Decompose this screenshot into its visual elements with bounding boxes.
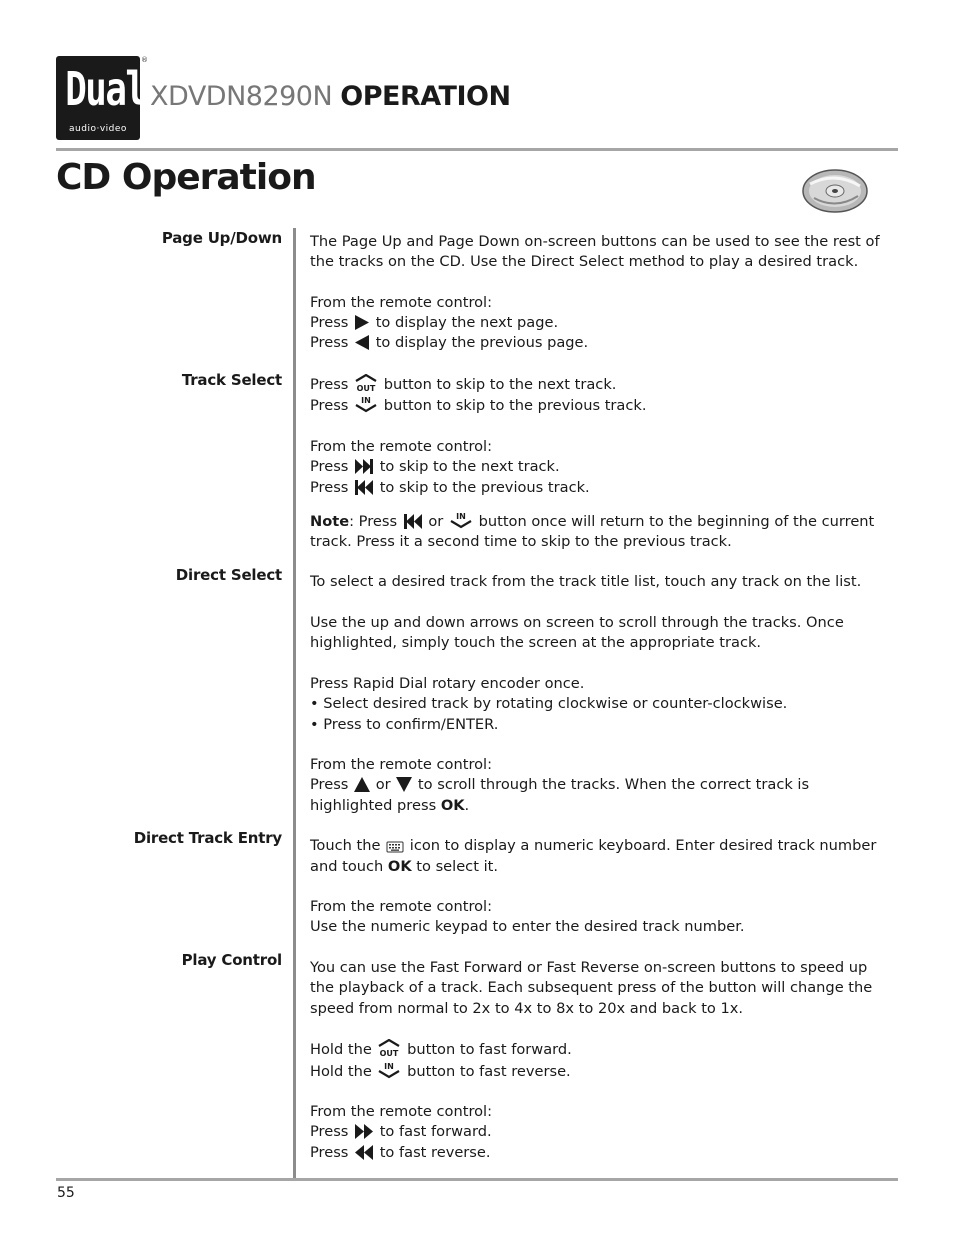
label-page-up-down: Page Up/Down (161, 229, 282, 247)
paragraph (310, 836, 880, 877)
text: The Page Up and Page Down on-screen buttons can be used to see the rest of (310, 233, 880, 250)
text: Touch the (310, 837, 381, 855)
paragraph (310, 958, 880, 1019)
arrow-up-icon (354, 777, 370, 792)
paragraph (310, 613, 880, 654)
document-header (150, 80, 511, 114)
text: Hold the (310, 1041, 372, 1059)
text: • Press to confirm/ENTER. (310, 715, 499, 733)
page-number: 55 (57, 1185, 75, 1201)
text: button to skip to the previous track. (383, 397, 647, 415)
text: Press (310, 458, 349, 476)
in-button-icon (354, 395, 378, 413)
fast-forward-icon (354, 1124, 374, 1139)
paragraph (310, 1102, 880, 1163)
text: to select it. (416, 857, 498, 875)
paragraph (310, 1039, 880, 1082)
text: icon to display a numeric keyboard. Enter desired track number (409, 837, 877, 855)
text: to display the previous page. (375, 334, 589, 352)
text: Press (310, 1123, 349, 1141)
paragraph (310, 755, 880, 816)
svg-text:IN: IN (361, 396, 371, 406)
label-direct-track-entry: Direct Track Entry (133, 829, 282, 847)
section-title: CD Operation (56, 157, 316, 198)
label-track-select: Track Select (181, 371, 282, 389)
text: and touch (310, 857, 384, 875)
bottom-divider (56, 1178, 898, 1181)
text: to fast reverse. (379, 1143, 491, 1161)
note-label: Note (310, 512, 350, 530)
skip-next-icon (354, 459, 374, 474)
fast-reverse-icon (354, 1145, 374, 1160)
paragraph (310, 674, 880, 735)
paragraph (310, 437, 880, 498)
svg-text:IN: IN (384, 1061, 395, 1071)
ok-label: OK (440, 796, 465, 814)
text: button to fast forward. (407, 1041, 572, 1059)
text: or (375, 776, 391, 794)
text: Press (310, 376, 349, 394)
text: Hold the (310, 1062, 372, 1080)
text: to fast forward. (379, 1123, 492, 1141)
paragraph (310, 232, 880, 273)
text: From the remote control: (310, 437, 493, 455)
text: highlighted, simply touch the screen at the appropriate track. (310, 634, 762, 652)
text: Press Rapid Dial rotary encoder once. (310, 674, 585, 692)
label-direct-select: Direct Select (175, 566, 282, 584)
text: the playback of a track. Each subsequent press of the button will change the (310, 979, 873, 997)
out-button-icon (354, 374, 378, 392)
text: speed from normal to 2x to 4x to 8x to 20x and back to 1x. (310, 999, 744, 1017)
text: From the remote control: (310, 293, 493, 311)
play-right-icon (354, 315, 370, 330)
operation-heading: OPERATION (340, 81, 511, 112)
ok-label: OK (387, 857, 412, 875)
text: Press (310, 1143, 349, 1161)
text: From the remote control: (310, 1103, 493, 1121)
paragraph (310, 572, 880, 592)
text: to display the next page. (375, 314, 559, 332)
text: to skip to the next track. (379, 458, 560, 476)
paragraph (310, 511, 880, 553)
text: Press (310, 397, 349, 415)
text: the tracks on the CD. Use the Direct Select method to play a desired track. (310, 253, 859, 271)
text: : Press (349, 512, 398, 530)
paragraph (310, 374, 880, 417)
registered-mark-icon: ® (141, 56, 148, 64)
text: button to fast reverse. (407, 1062, 571, 1080)
text: • Select desired track by rotating clockwise or counter-clockwise. (310, 695, 788, 713)
text: Use the up and down arrows on screen to scroll through the tracks. Once (310, 614, 844, 632)
skip-previous-icon (354, 480, 374, 495)
text: From the remote control: (310, 898, 493, 916)
text: To select a desired track from the track title list, touch any track on the list. (310, 573, 862, 591)
svg-text:IN: IN (456, 511, 466, 521)
text: Press (310, 478, 349, 496)
text: Press (310, 776, 349, 794)
logo-subtitle: audio·video (69, 124, 127, 134)
text: Press (310, 314, 349, 332)
model-number: XDVDN8290N (150, 81, 333, 112)
text: button to skip to the next track. (383, 376, 617, 394)
in-button-icon (377, 1061, 401, 1079)
column-divider (293, 228, 296, 1178)
text: highlighted press (310, 796, 437, 814)
svg-text:OUT: OUT (380, 1049, 399, 1058)
text: track. Press it a second time to skip to the previous track. (310, 532, 732, 550)
out-button-icon (377, 1039, 401, 1057)
keyboard-icon (386, 841, 404, 853)
dual-logo (56, 56, 146, 140)
text: You can use the Fast Forward or Fast Reverse on-screen buttons to speed up (310, 959, 868, 977)
cd-disc-icon (800, 166, 870, 216)
paragraph (310, 897, 880, 938)
text: or (428, 512, 444, 530)
play-left-icon (354, 335, 370, 350)
paragraph (310, 293, 880, 354)
text: Use the numeric keypad to enter the desired track number. (310, 918, 745, 936)
arrow-down-icon (396, 777, 412, 792)
skip-previous-icon (403, 514, 423, 529)
text: button once will return to the beginning of the current (478, 512, 875, 530)
svg-text:OUT: OUT (356, 384, 376, 393)
in-button-icon (449, 511, 473, 529)
content-column (310, 232, 880, 1183)
text: to skip to the previous track. (379, 478, 590, 496)
text: to scroll through the tracks. When the correct track is (417, 776, 810, 794)
text: . (464, 796, 470, 814)
logo-wordmark: Dual (65, 62, 146, 116)
label-play-control: Play Control (181, 951, 282, 969)
top-divider (56, 148, 898, 151)
text: From the remote control: (310, 756, 493, 774)
text: Press (310, 334, 349, 352)
